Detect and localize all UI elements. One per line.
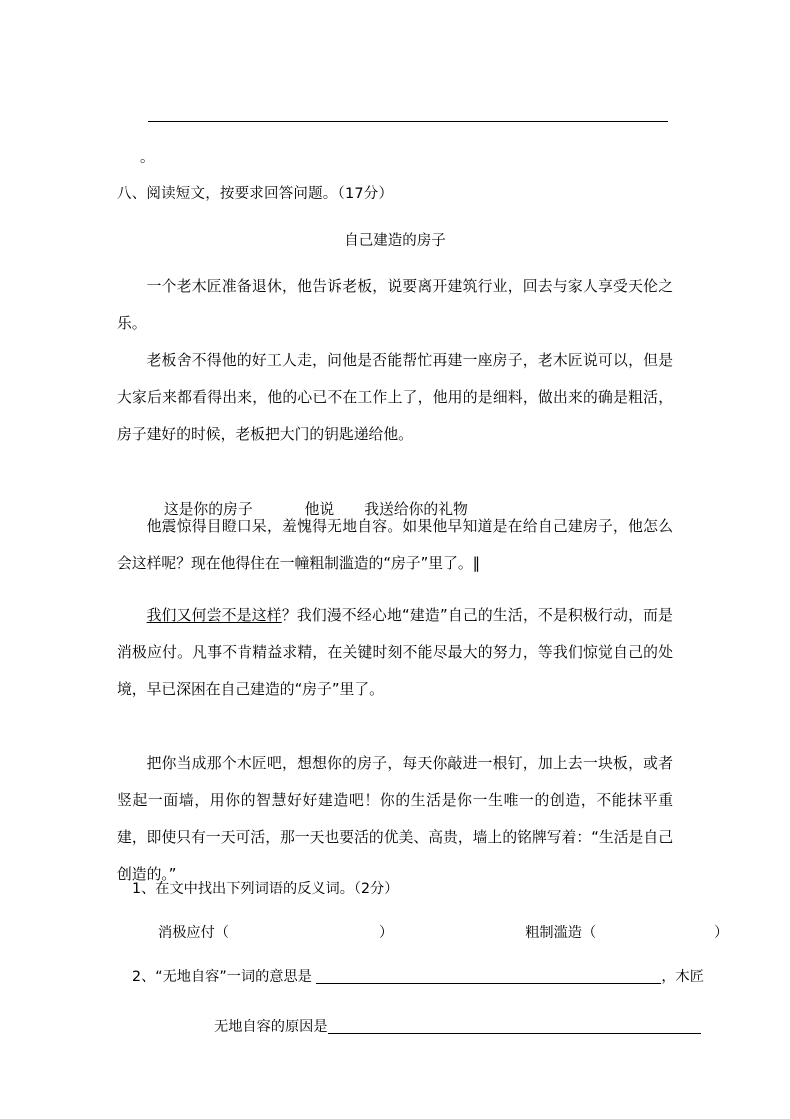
question-1-word-1: 消极应付（: [158, 925, 229, 941]
article-paragraph-1: 一个老木匠准备退休，他告诉老板，说要离开建筑行业，回去与家人享受天伦之乐。: [117, 278, 673, 332]
article-paragraph-4: [117, 597, 673, 708]
underlined-phrase: 我们又何尝不是这样: [146, 607, 282, 624]
dialogue-part-3: 我送给你的礼物: [364, 501, 468, 518]
stray-punctuation: 。: [140, 150, 155, 166]
dialogue-part-1: 这是你的房子: [163, 501, 253, 518]
question-1-close-2: ）: [714, 925, 729, 941]
dialogue-part-2: 他说: [304, 501, 335, 518]
question-2-sub-prompt: [196, 991, 701, 1063]
question-2-sub-text: 无地自容的原因是: [214, 1019, 328, 1035]
question-2-text-after: ，木匠: [661, 969, 704, 985]
article-paragraph-5: 把你当成那个木匠吧，想想你的房子，每天你敲进一根钉，加上去一块板，或者竖起一面墙，用你的智慧好好建造吧！你的生活是你一生唯一的创造，不能抹平重建，即使只有一天可活，那一天也要活的优美、高贵，墙上的铭牌写着：“生活是自己创造的。”: [117, 755, 673, 883]
question-1-word-2: 粗制滥造（: [525, 925, 597, 941]
question-2-answer-blank[interactable]: [316, 983, 661, 984]
article-paragraph-4-rest: ？我们漫不经心地“建造”自己的生活，不是积极行动，而是消极应付。凡事不肯精益求精，在关键时刻不能尽最大的努力，等我们惊觉自己的处境，早已深困在自己建造的“房子”里了。: [117, 607, 673, 698]
question-1-text: 在文中找出下列词语的反义词。（2分）: [155, 881, 399, 897]
article-paragraph-3: 他震惊得目瞪口呆，羞愧得无地自容。如果他早知道是在给自己建房子，他怎么会这样呢？现在他得住在一幢粗制滥造的“房子”里了。‖: [117, 518, 673, 572]
article-title: 自己建造的房子: [344, 233, 446, 249]
question-2-text-before: “无地自容”一词的意思是: [155, 969, 317, 985]
section-heading: 八、阅读短文，按要求回答问题。（17分）: [117, 186, 394, 202]
previous-answer-rule: [148, 121, 668, 122]
question-1-close-1: ）: [379, 925, 394, 941]
article-paragraph-2: 老板舍不得他的好工人走，问他是否能帮忙再建一座房子，老木匠说可以，但是大家后来都看得出来，他的心已不在工作上了，他用的是细料，做出来的确是粗活，房子建好的时候，老板把大门的钥匙递给他。: [117, 352, 673, 443]
question-2-number: 2、: [132, 969, 156, 985]
question-2-sub-answer-blank[interactable]: [328, 1033, 701, 1034]
question-1-number: 1、: [132, 881, 156, 897]
